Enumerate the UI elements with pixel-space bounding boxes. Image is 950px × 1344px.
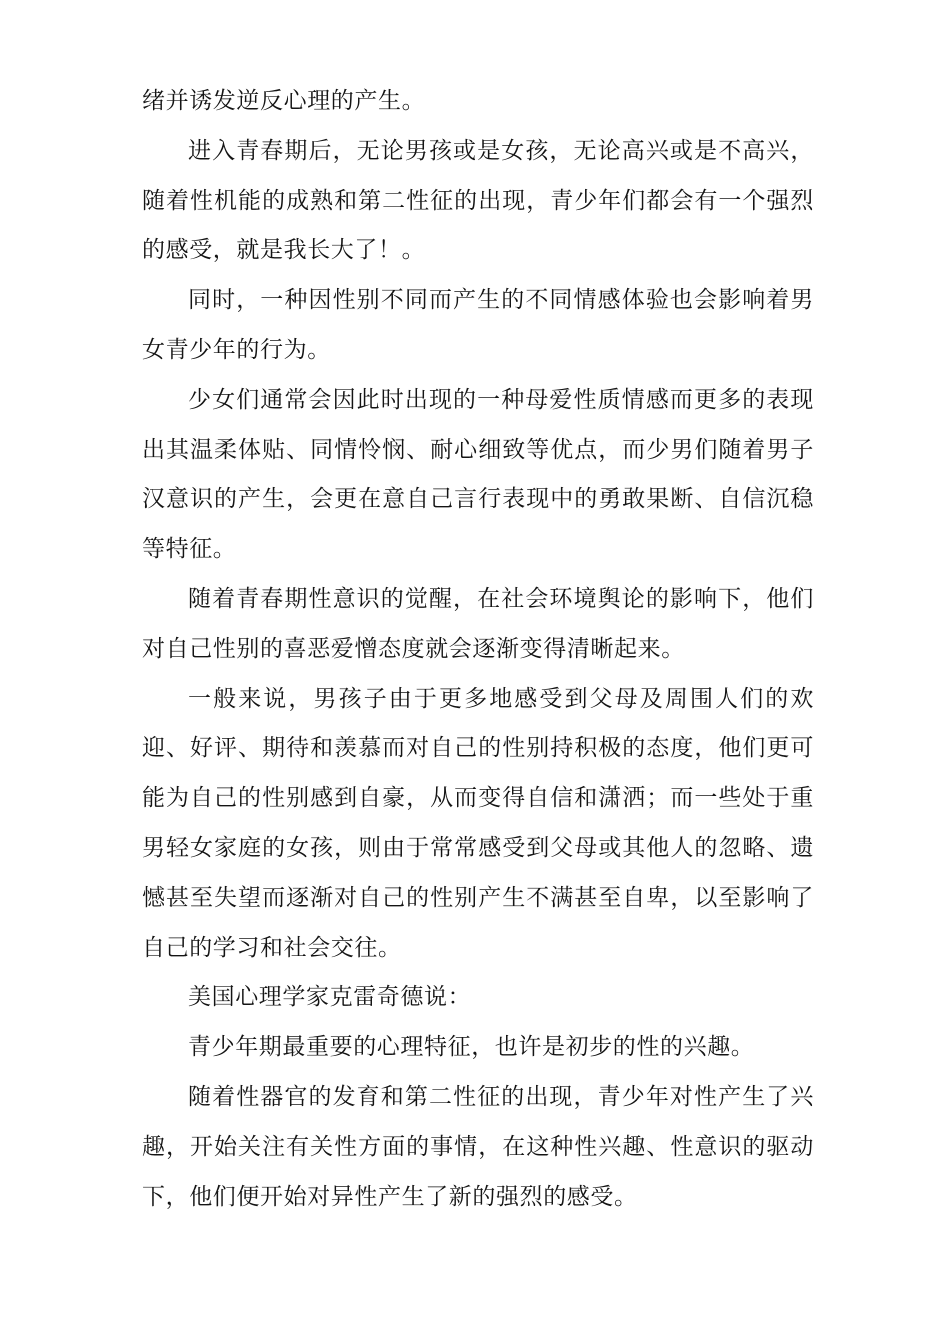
body-text [142,77,814,1222]
paragraph-gender-emotion: 同时，一种因性别不同而产生的不同情感体验也会影响着男女青少年的行为。 [142,287,814,363]
paragraph-continuation: 绪并诱发逆反心理的产生。 [142,88,426,114]
paragraph-girls-boys-traits: 少女们通常会因此时出现的一种母爱性质情感而更多的表现出其温柔体贴、同情怜悯、耐心细致等优点，而少男们随着男子汉意识的产生，会更在意自己言行表现中的勇敢果断、自信沉稳等特征。 [142,386,814,563]
paragraph-sexual-interest: 随着性器官的发育和第二性征的出现，青少年对性产生了兴趣，开始关注有关性方面的事情，在这种性兴趣、性意识的驱动下，他们便开始对异性产生了新的强烈的感受。 [142,1083,814,1210]
paragraph-quote-intro: 美国心理学家克雷奇德说： [188,984,472,1011]
paragraph-quote: 青少年期最重要的心理特征，也许是初步的性的兴趣。 [188,1034,755,1061]
paragraph-gender-pride: 一般来说，男孩子由于更多地感受到父母及周围人们的欢迎、好评、期待和羡慕而对自己的性别持积极的态度，他们更可能为自己的性别感到自豪，从而变得自信和潇洒；而一些处于重男轻女家庭的女孩，则由于常常感受到父母或其他人的忽略、遗憾甚至失望而逐渐对自己的性别产生不满甚至自卑，以至影响了自己的学习和社会交往。 [142,685,814,961]
paragraph-puberty-feeling: 进入青春期后，无论男孩或是女孩，无论高兴或是不高兴，随着性机能的成熟和第二性征的出现，青少年们都会有一个强烈的感受，就是我长大了！。 [142,137,814,264]
paragraph-gender-attitude: 随着青春期性意识的觉醒，在社会环境舆论的影响下，他们对自己性别的喜恶爱憎态度就会逐渐变得清晰起来。 [142,585,814,662]
